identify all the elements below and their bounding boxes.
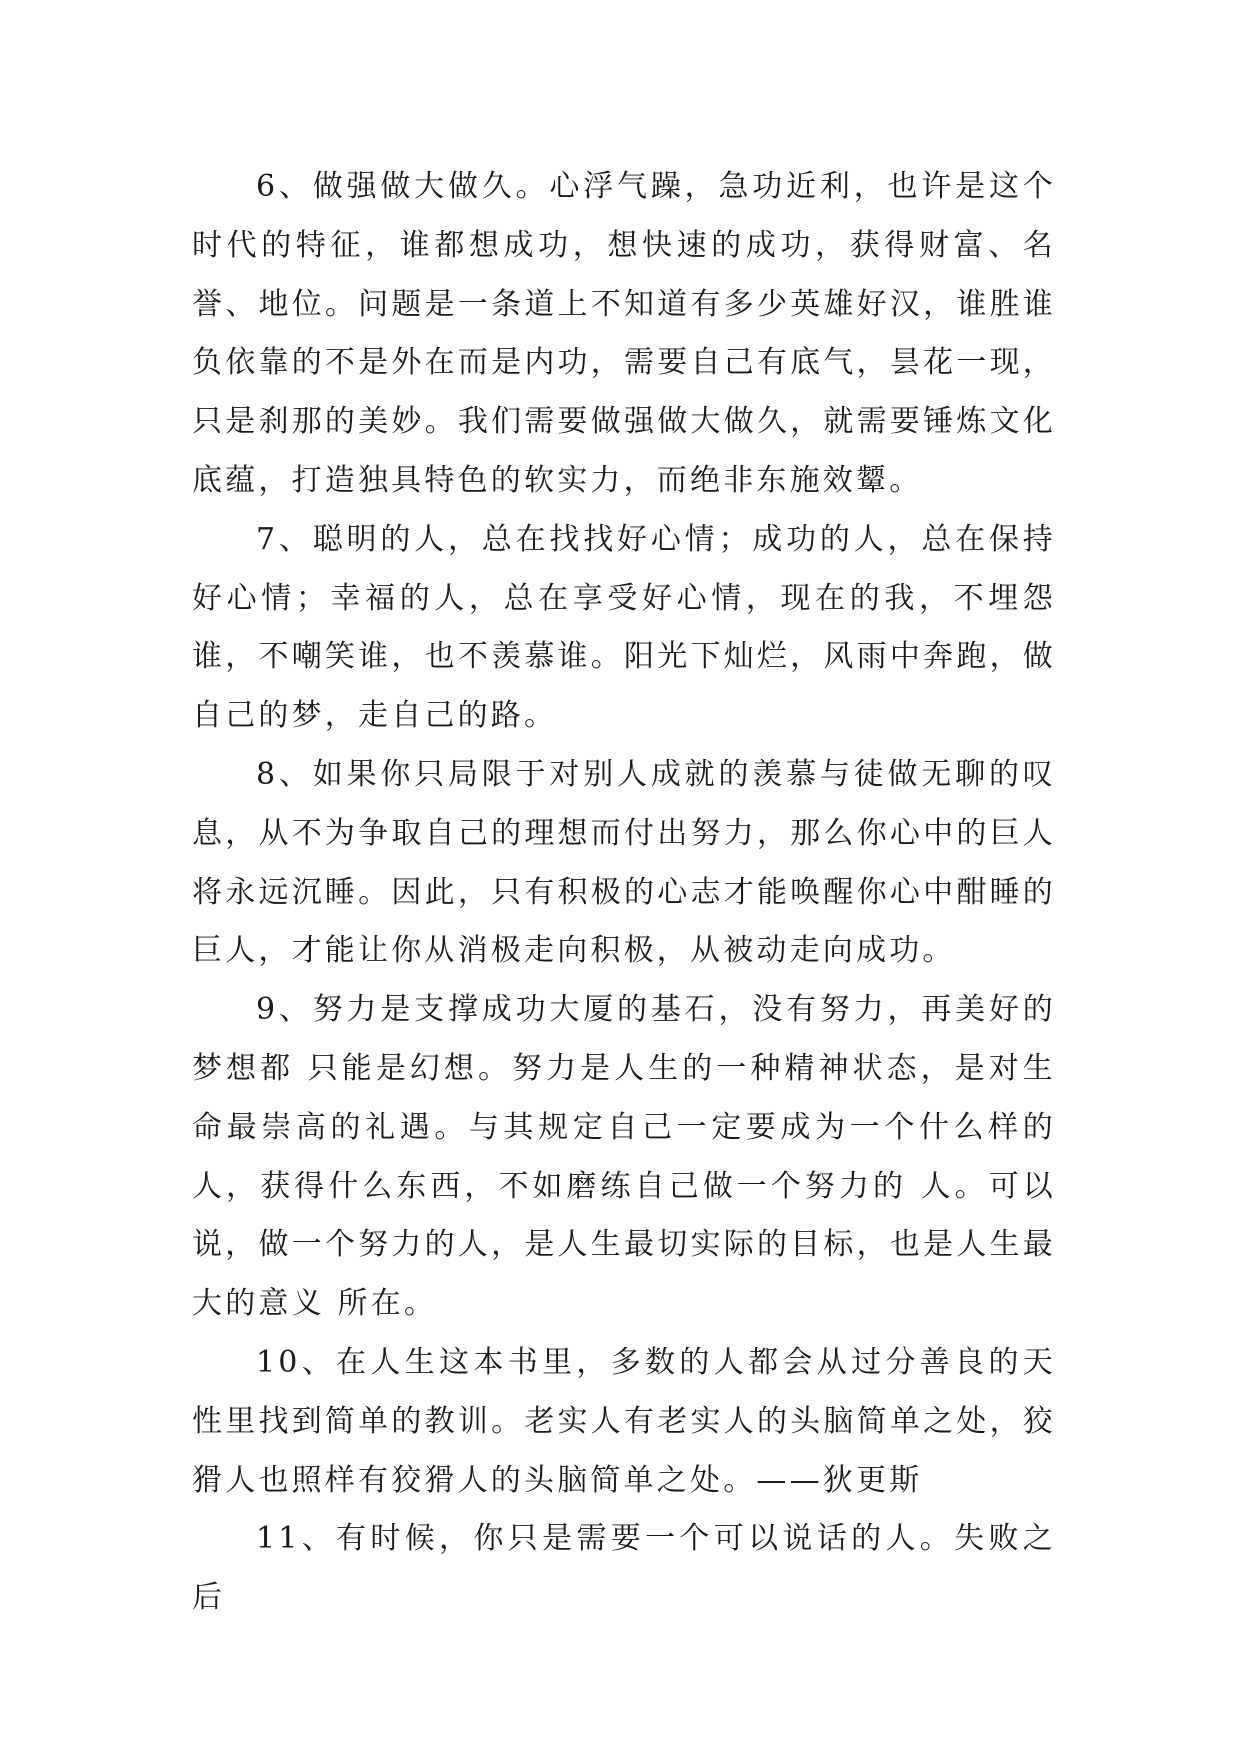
paragraph-8: 8、如果你只局限于对别人成就的羡慕与徒做无聊的叹息，从不为争取自己的理想而付出努力，那么你心中的巨人将永远沉睡。因此，只有积极的心志才能唤醒你心中酣睡的巨人，才能让你从消极走向积极，从被动走向成功。 <box>192 756 1056 969</box>
paragraph-9: 9、努力是支撑成功大厦的基石，没有努力，再美好的梦想都 只能是幻想。努力是人生的一种精神状态，是对生命最崇高的礼遇。与其规定自己一定要成为一个什么样的人，获得什么东西，不如磨练自己做一个努力的 人。可以说，做一个努力的人，是人生最切实际的目标，也是人生最大的意义 所在。 <box>192 992 1056 1322</box>
paragraph-11: 11、有时候，你只是需要一个可以说话的人。失败之后 <box>192 1521 1056 1616</box>
paragraph-10: 10、在人生这本书里，多数的人都会从过分善良的天性里找到简单的教训。老实人有老实人的头脑简单之处，狡猾人也照样有狡猾人的头脑简单之处。——狄更斯 <box>192 1344 1056 1498</box>
paragraph-7: 7、聪明的人，总在找找好心情；成功的人，总在保持好心情；幸福的人，总在享受好心情，现在的我，不埋怨谁，不嘲笑谁，也不羡慕谁。阳光下灿烂，风雨中奔跑，做自己的梦，走自己的路。 <box>192 521 1056 734</box>
body-text <box>192 158 1056 1628</box>
paragraph-6: 6、做强做大做久。心浮气躁，急功近利，也许是这个时代的特征，谁都想成功，想快速的成功，获得财富、名誉、地位。问题是一条道上不知道有多少英雄好汉，谁胜谁负依靠的不是外在而是内功，需要自己有底气，昙花一现，只是刹那的美妙。我们需要做强做大做久，就需要锤炼文化底蕴，打造独具特色的软实力，而绝非东施效颦。 <box>192 169 1056 498</box>
